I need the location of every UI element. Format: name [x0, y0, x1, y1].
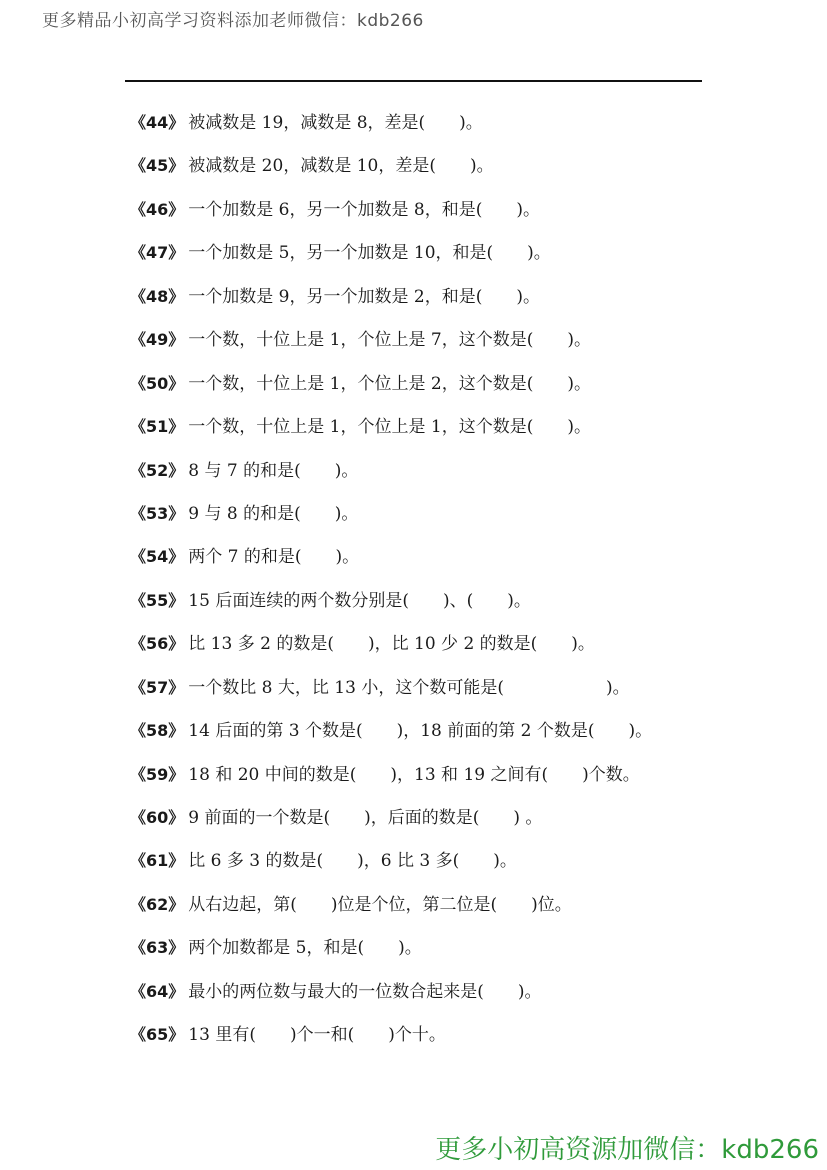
- question-item: [130, 369, 652, 412]
- question-item: [130, 542, 652, 585]
- question-number: 《60》: [130, 808, 185, 827]
- question-number: 《61》: [130, 851, 185, 871]
- question-text: 从右边起，第( )位是个位，第二位是( )位。: [188, 894, 572, 915]
- question-text: 被减数是 19，减数是 8，差是( )。: [188, 113, 483, 133]
- question-number: 《55》: [130, 590, 185, 610]
- question-text: 一个加数是 5，另一个加数是 10，和是( )。: [188, 243, 551, 264]
- question-number: 《64》: [130, 981, 185, 1001]
- question-text: 一个数，十位上是 1，个位上是 2，这个数是( )。: [188, 373, 591, 394]
- question-item: [130, 282, 652, 325]
- question-number: 《57》: [130, 677, 185, 697]
- question-number: 《45》: [130, 156, 185, 176]
- question-number: 《65》: [130, 1025, 185, 1045]
- question-text: 一个数，十位上是 1，个位上是 1，这个数是( )。: [188, 417, 591, 438]
- question-item: [130, 760, 652, 803]
- question-item: [130, 977, 652, 1020]
- question-number: 《46》: [130, 199, 185, 219]
- question-item: [130, 325, 652, 368]
- question-item: [130, 629, 652, 672]
- question-text: 一个加数是 9，另一个加数是 2，和是( )。: [188, 286, 540, 307]
- question-number: 《58》: [130, 721, 185, 741]
- question-text: 被减数是 20，减数是 10，差是( )。: [188, 156, 494, 177]
- question-item: [130, 456, 652, 499]
- question-item: [130, 933, 652, 976]
- question-item: [130, 803, 652, 846]
- question-text: 两个 7 的和是( )。: [188, 547, 360, 568]
- question-item: [130, 412, 652, 455]
- question-text: 一个数比 8 大，比 13 小，这个数可能是( )。: [188, 677, 630, 698]
- question-number: 《49》: [130, 330, 185, 350]
- question-item: [130, 238, 652, 281]
- question-item: [130, 151, 652, 194]
- question-text: 9 前面的一个数是( )，后面的数是( ) 。: [188, 808, 543, 828]
- question-number: 《52》: [130, 460, 185, 480]
- question-number: 《53》: [130, 503, 185, 523]
- question-item: [130, 586, 652, 629]
- question-item: [130, 890, 652, 933]
- question-number: 《62》: [130, 894, 185, 914]
- question-number: 《54》: [130, 547, 185, 567]
- question-text: 14 后面的第 3 个数是( )，18 前面的第 2 个数是( )。: [188, 721, 653, 742]
- question-text: 一个加数是 6，另一个加数是 8，和是( )。: [188, 199, 540, 220]
- question-text: 两个加数都是 5，和是( )。: [188, 938, 422, 959]
- question-number: 《47》: [130, 243, 185, 263]
- question-number: 《63》: [130, 938, 185, 958]
- question-item: [130, 716, 652, 759]
- footer-note: 更多小初高资源加微信：kdb266: [435, 1135, 819, 1165]
- question-number: 《59》: [130, 764, 185, 784]
- question-text: 9 与 8 的和是( )。: [188, 503, 359, 524]
- question-number: 《48》: [130, 286, 185, 306]
- header-note: 更多精品小初高学习资料添加老师微信：kdb266: [42, 11, 424, 31]
- question-list: [130, 108, 652, 1064]
- question-item: [130, 1020, 652, 1063]
- question-item: [130, 673, 652, 716]
- question-item: [130, 195, 652, 238]
- question-text: 18 和 20 中间的数是( )，13 和 19 之间有( )个数。: [188, 764, 640, 785]
- question-number: 《44》: [130, 113, 185, 132]
- question-text: 最小的两位数与最大的一位数合起来是( )。: [188, 981, 542, 1002]
- question-text: 13 里有( )个一和( )个十。: [188, 1025, 446, 1046]
- question-number: 《50》: [130, 373, 185, 393]
- question-item: [130, 846, 652, 889]
- divider-line: [125, 80, 702, 82]
- question-item: [130, 108, 652, 151]
- question-text: 比 13 多 2 的数是( )，比 10 少 2 的数是( )。: [188, 634, 595, 655]
- question-text: 比 6 多 3 的数是( )，6 比 3 多( )。: [188, 851, 517, 872]
- question-text: 15 后面连续的两个数分别是( )、( )。: [188, 590, 531, 611]
- question-number: 《51》: [130, 417, 185, 437]
- question-number: 《56》: [130, 634, 185, 654]
- question-text: 8 与 7 的和是( )。: [188, 460, 359, 481]
- question-item: [130, 499, 652, 542]
- question-text: 一个数，十位上是 1，个位上是 7，这个数是( )。: [188, 330, 591, 351]
